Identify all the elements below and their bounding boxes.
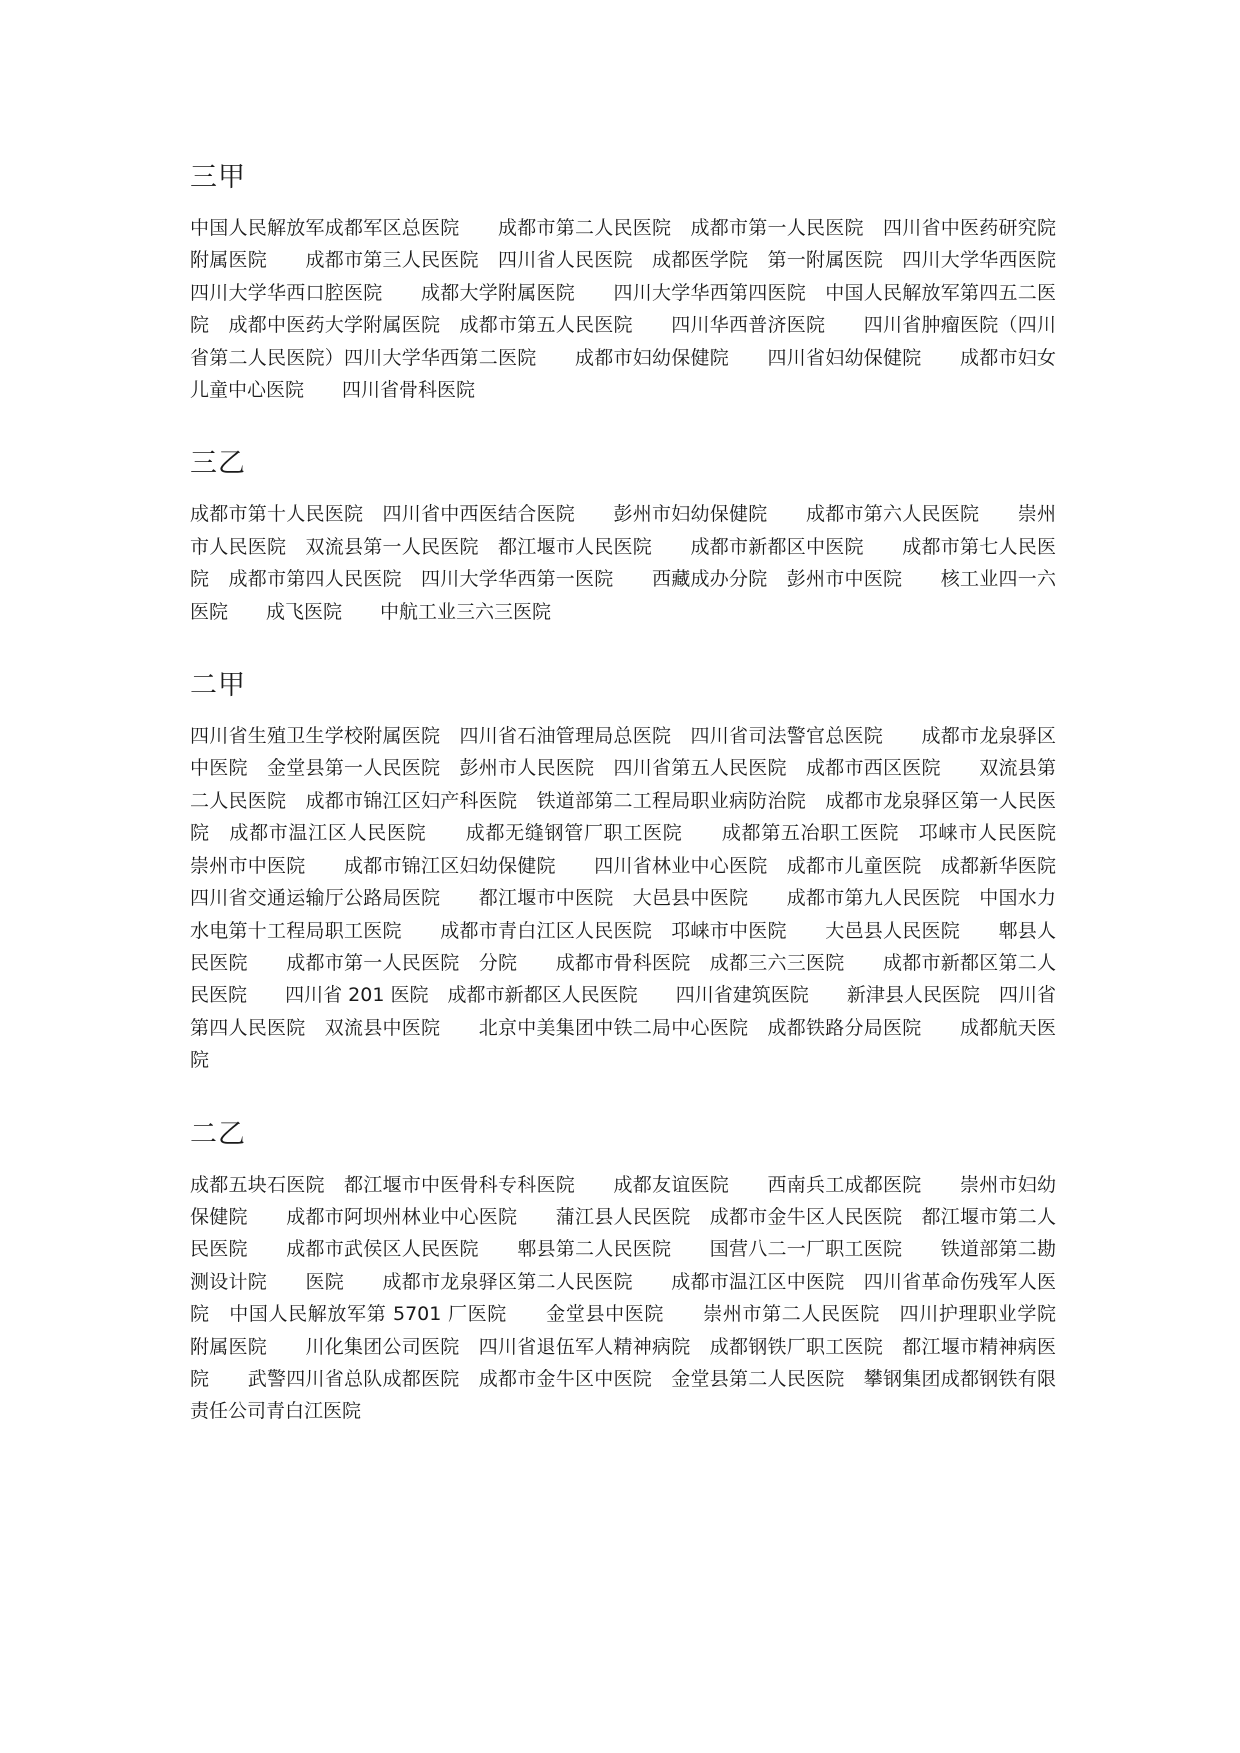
section-title: 二甲 bbox=[190, 670, 246, 702]
hospital-list: 中国人民解放军成都军区总医院 成都市第二人民医院 成都市第一人民医院 四川省中医药研究院 附属医院 成都市第三人民医院 四川省人民医院 成都医学院 第一附属医院 四川大学华西医院 四川大学华西口腔医院 成都大学附属医院 四川大学华西第四医院 中国人民解放军第四五二医院 成都中医药大学附属医院 成都市第五人民医院 四川华西普济医院 四川省肿瘤医院（四川省第二人民医院）四川大学华西第二医院 成都市妇幼保健院 四川省妇幼保健院 成都市妇女儿童中心医院 四川省骨科医院 bbox=[190, 217, 1095, 402]
document-page bbox=[190, 158, 1095, 1428]
hospital-list: 四川省生殖卫生学校附属医院 四川省石油管理局总医院 四川省司法警官总医院 成都市龙泉驿区中医院 金堂县第一人民医院 彭州市人民医院 四川省第五人民医院 成都市西区医院 双流县第二人民医院 成都市锦江区妇产科医院 铁道部第二工程局职业病防治院 成都市龙泉驿区第一人民医院 成都市温江区人民医院 成都无缝钢管厂职工医院 成都第五冶职工医院 邛崃市人民医院 崇州市中医院 成都市锦江区妇幼保健院 四川省林业中心医院 成都市儿童医院 成都新华医院 四川省交通运输厅公路局医院 都江堰市中医院 大邑县中医院 成都市第九人民医院 中国水力水电第十工程局职工医院 成都市青白江区人民医院 邛崃市中医院 大邑县人民医院 郫县人民医院 成都市第一人民医院 分院 成都市骨科医院 成都三六三医院 成都市新都区第二人民医院 四川省 201 医院 成都市新都区人民医院 四川省建筑医院 新津县人民医院 四川省第四人民医院 双流县中医院 北京中美集团中铁二局中心医院 成都铁路分局医院 成都航天医院 bbox=[190, 725, 1095, 1072]
hospital-list: 成都市第十人民医院 四川省中西医结合医院 彭州市妇幼保健院 成都市第六人民医院 崇州市人民医院 双流县第一人民医院 都江堰市人民医院 成都市新都区中医院 成都市第七人民医院 成都市第四人民医院 四川大学华西第一医院 西藏成办分院 彭州市中医院 核工业四一六医院 成飞医院 中航工业三六三医院 bbox=[190, 503, 1056, 623]
section-er-yi bbox=[190, 1115, 1095, 1428]
hospital-list: 成都五块石医院 都江堰市中医骨科专科医院 成都友谊医院 西南兵工成都医院 崇州市妇幼保健院 成都市阿坝州林业中心医院 蒲江县人民医院 成都市金牛区人民医院 都江堰市第二人民医院 成都市武侯区人民医院 郫县第二人民医院 国营八二一厂职工医院 铁道部第二勘测设计院 医院 成都市龙泉驿区第二人民医院 成都市温江区中医院 四川省革命伤残军人医院 中国人民解放军第 5701 厂医院 金堂县中医院 崇州市第二人民医院 四川护理职业学院 附属医院 川化集团公司医院 四川省退伍军人精神病院 成都钢铁厂职工医院 都江堰市精神病医院 武警四川省总队成都医院 成都市金牛区中医院 金堂县第二人民医院 攀钢集团成都钢铁有限责任公司青白江医院 bbox=[190, 1173, 1095, 1423]
section-er-jia bbox=[190, 666, 1095, 1076]
section-san-jia bbox=[190, 158, 1095, 406]
section-title: 三乙 bbox=[190, 448, 246, 480]
section-san-yi bbox=[190, 444, 1056, 628]
section-title: 二乙 bbox=[190, 1118, 246, 1150]
section-title: 三甲 bbox=[190, 162, 246, 193]
